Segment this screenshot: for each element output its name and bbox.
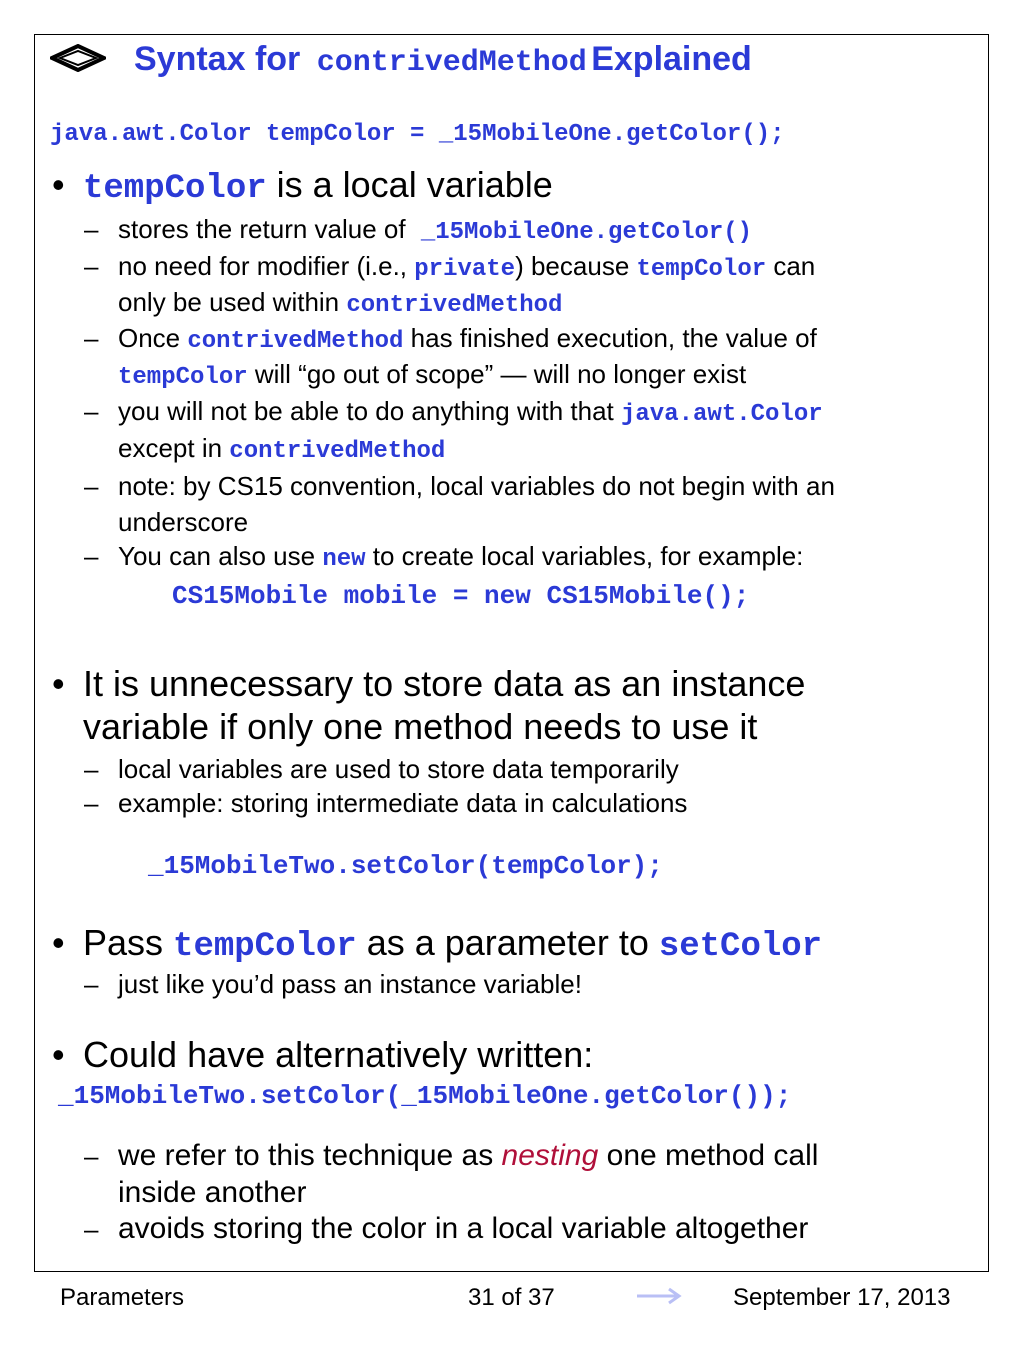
sub-text: we refer to this technique as — [118, 1139, 502, 1172]
bullet-3 — [83, 922, 822, 966]
dash-marker: – — [84, 214, 99, 244]
footer-date: September 17, 2013 — [733, 1284, 951, 1311]
sub-text: ) because — [515, 251, 637, 281]
bullet-marker: • — [52, 1034, 65, 1075]
sub-bullet-2-1: local variables are used to store data temporarily — [118, 754, 679, 784]
sub-code: new — [322, 546, 366, 573]
sub-text: except in — [118, 433, 230, 463]
sub-text: one method call — [598, 1139, 819, 1172]
sub-code: contrivedMethod — [187, 328, 404, 355]
bullet-4: Could have alternatively written: — [83, 1034, 594, 1075]
sub-text: stores the return value of — [118, 214, 413, 244]
sub-text: will “go out of scope” — will no longer exist — [247, 359, 747, 389]
code-line-2: _15MobileTwo.setColor(tempColor); — [148, 851, 663, 881]
bullet-1-code: tempColor — [83, 170, 267, 208]
sub-bullet-1-1 — [118, 214, 752, 246]
sub-code: contrivedMethod — [346, 292, 563, 319]
slide-title — [134, 40, 752, 86]
sub-bullet-4-1-cont: inside another — [118, 1176, 307, 1209]
sub-text: Once — [118, 323, 188, 353]
title-method: contrivedMethod — [316, 46, 587, 80]
bullet-1-text: is a local variable — [266, 164, 553, 205]
title-pre: Syntax for — [134, 40, 301, 78]
bullet-text: as a parameter to — [356, 922, 659, 963]
dash-marker: – — [84, 1141, 99, 1171]
bullet-1 — [83, 164, 553, 208]
sub-bullet-3-1: just like you’d pass an instance variable! — [118, 969, 582, 999]
sub-code: tempColor — [636, 256, 767, 283]
sub-bullet-1-2 — [118, 251, 815, 283]
dash-marker: – — [84, 788, 99, 818]
sub-code: java.awt.Color — [621, 401, 823, 428]
dash-marker: – — [84, 396, 99, 426]
dash-marker: – — [84, 754, 99, 784]
sub-code: tempColor — [118, 364, 248, 391]
sub-text: no need for modifier (i.e., — [118, 251, 415, 281]
sub-bullet-1-4 — [118, 396, 823, 428]
bullet-marker: • — [52, 164, 65, 205]
title-post: Explained — [591, 40, 752, 78]
bullet-text: Pass — [83, 922, 174, 963]
sub-bullet-4-2: avoids storing the color in a local variable altogether — [118, 1212, 809, 1245]
code-line-3: _15MobileTwo.setColor(_15MobileOne.getColor()); — [58, 1081, 792, 1111]
code-line-1: java.awt.Color tempColor = _15MobileOne.getColor(); — [50, 121, 785, 148]
dash-marker: – — [84, 969, 99, 999]
footer-page-number: 31 of 37 — [468, 1284, 555, 1311]
sub-bullet-1-6 — [118, 541, 803, 573]
sub-code: private — [414, 256, 516, 283]
bullet-code: setColor — [658, 928, 823, 966]
sub-text: has finished execution, the value of — [403, 323, 817, 353]
sub-bullet-1-4-cont — [118, 433, 445, 465]
sub-bullet-1-5-cont: underscore — [118, 507, 249, 537]
sub-text: you will not be able to do anything with that — [118, 396, 621, 426]
sub-text: can — [766, 251, 816, 281]
bullet-2-line-1: It is unnecessary to store data as an instance — [83, 663, 806, 704]
emphasis-nesting: nesting — [501, 1139, 599, 1172]
diamond-icon — [50, 44, 106, 72]
dash-marker: – — [84, 541, 99, 571]
dash-marker: – — [84, 251, 99, 281]
sub-bullet-4-1 — [118, 1139, 818, 1173]
footer-section-title: Parameters — [60, 1284, 185, 1311]
sub-text: to create local variables, for example: — [365, 541, 804, 571]
bullet-2-line-2: variable if only one method needs to use it — [83, 706, 758, 747]
sub-bullet-1-3 — [118, 323, 817, 355]
sub-text: only be used within — [118, 287, 347, 317]
sub-bullet-1-2-cont — [118, 287, 562, 319]
dash-marker: – — [84, 323, 99, 353]
dash-marker: – — [84, 1214, 99, 1244]
bullet-marker: • — [52, 922, 65, 963]
sub-text: You can also use — [118, 541, 323, 571]
right-arrow-icon[interactable] — [636, 1286, 682, 1306]
bullet-code: tempColor — [173, 928, 357, 966]
sub-bullet-2-2: example: storing intermediate data in calculations — [118, 788, 688, 818]
bullet-marker: • — [52, 663, 65, 704]
sub-bullet-1-3-cont — [118, 359, 746, 391]
sub-bullet-1-5: note: by CS15 convention, local variables do not begin with an — [118, 471, 835, 501]
sub-code: _15MobileOne.getColor() — [420, 219, 753, 246]
sub-code: contrivedMethod — [229, 438, 446, 465]
dash-marker: – — [84, 471, 99, 501]
code-example: CS15Mobile mobile = new CS15Mobile(); — [172, 581, 750, 611]
